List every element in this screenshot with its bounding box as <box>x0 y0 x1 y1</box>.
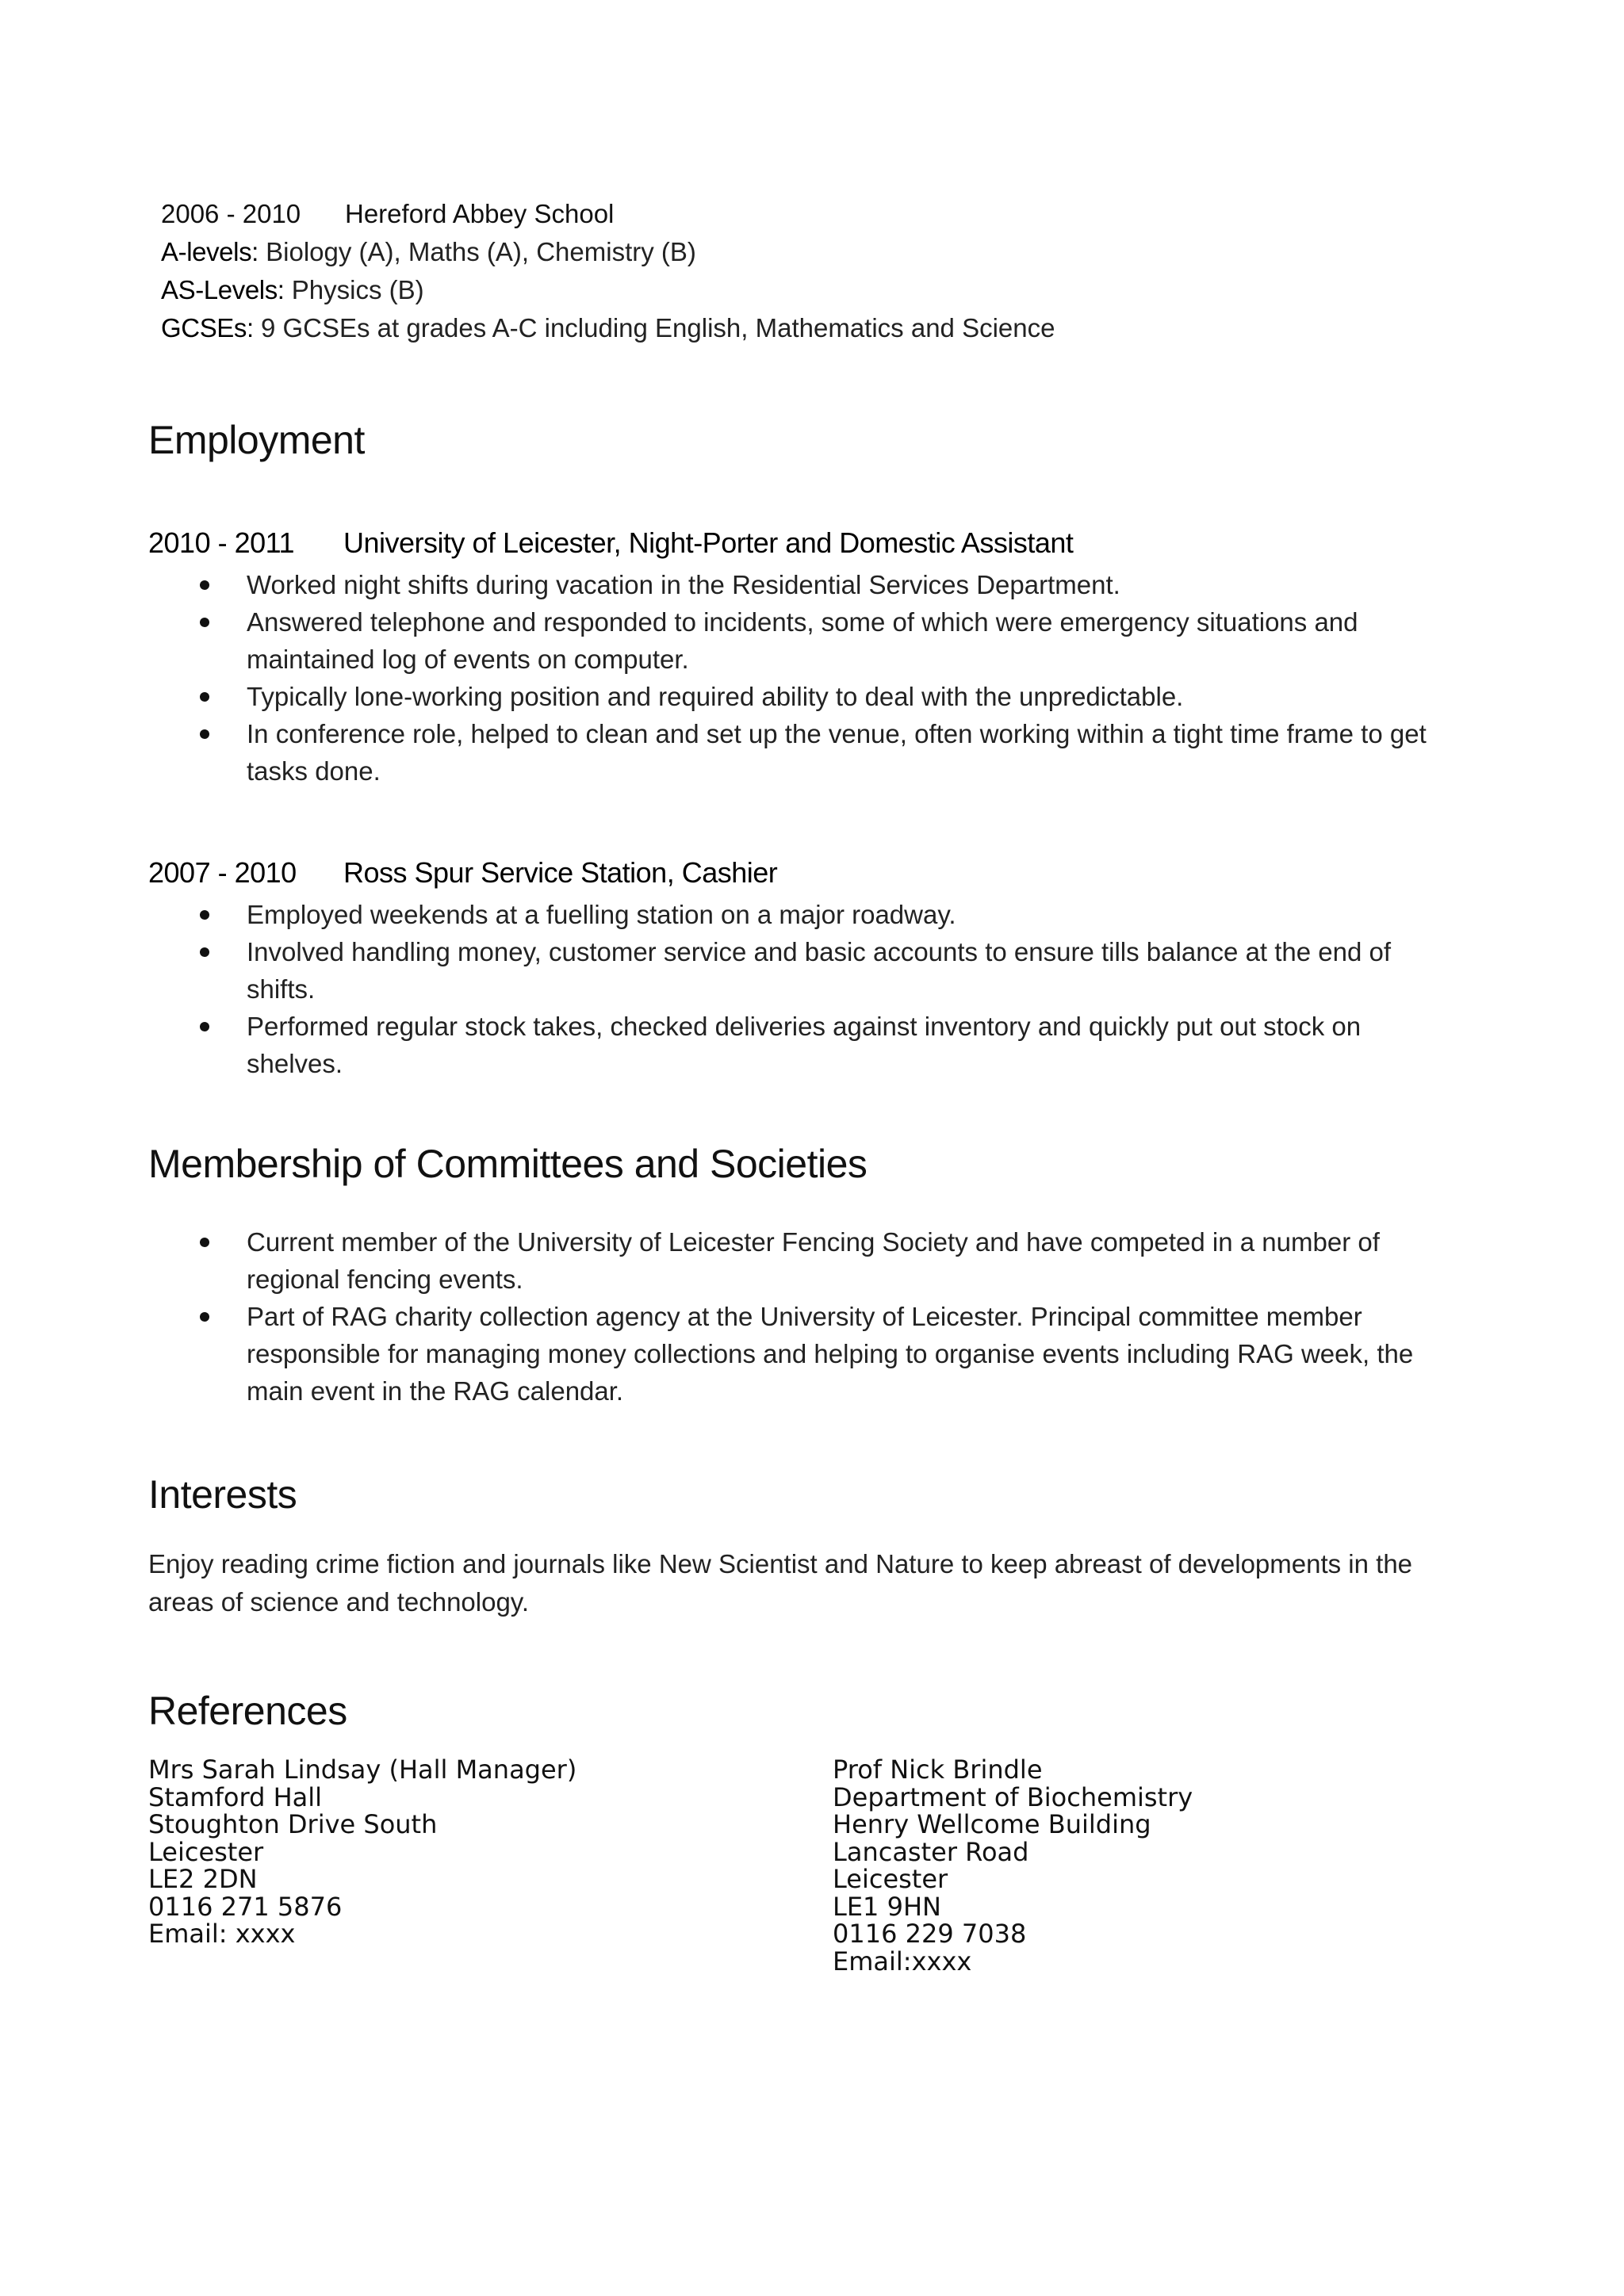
education-header <box>161 195 1055 233</box>
list-item: Worked night shifts during vacation in the Residential Services Department. <box>194 566 1463 603</box>
job-title: University of Leicester, Night-Porter and Domestic Assistant <box>343 526 1074 559</box>
a-levels-text: Biology (A), Maths (A), Chemistry (B) <box>258 237 696 266</box>
reference-left <box>148 1756 576 1948</box>
reference-line: Prof Nick Brindle <box>833 1755 1043 1785</box>
list-item: Part of RAG charity collection agency at the University of Leicester. Principal committee member responsible for managing money collections and helping to organise events including RAG week, the main event in the RAG calendar. <box>194 1298 1463 1410</box>
list-item: Involved handling money, customer service and basic accounts to ensure tills balance at the end of shifts. <box>194 933 1463 1008</box>
references-heading: References <box>148 1689 347 1733</box>
job-years: 2010 - 2011 <box>148 526 294 559</box>
list-item: Employed weekends at a fuelling station on a major roadway. <box>194 896 1463 933</box>
reference-line: Lancaster Road <box>833 1836 1029 1867</box>
interests-heading: Interests <box>148 1472 297 1517</box>
as-levels-text: Physics (B) <box>284 275 424 304</box>
membership-list <box>194 1223 1463 1410</box>
as-levels-row <box>161 271 1055 309</box>
job-duties-ross-spur <box>194 896 1463 1082</box>
reference-email: Email:xxxx <box>833 1946 972 1976</box>
membership-heading: Membership of Committees and Societies <box>148 1142 868 1186</box>
as-levels-label: AS-Levels: <box>161 275 285 304</box>
reference-line: Henry Wellcome Building <box>833 1809 1151 1839</box>
reference-line: LE1 9HN <box>833 1891 941 1922</box>
education-school: Hereford Abbey School <box>345 199 615 228</box>
list-item: Answered telephone and responded to incidents, some of which were emergency situations and maintained log of events on computer. <box>194 603 1463 678</box>
reference-line: Leicester <box>148 1836 264 1867</box>
education-years: 2006 - 2010 <box>161 199 301 228</box>
reference-line: Stoughton Drive South <box>148 1809 438 1839</box>
a-levels-row <box>161 233 1055 271</box>
job-title-ross-spur <box>148 855 777 891</box>
reference-line: Mrs Sarah Lindsay (Hall Manager) <box>148 1755 577 1785</box>
list-item: Performed regular stock takes, checked deliveries against inventory and quickly put out stock on shelves. <box>194 1008 1463 1082</box>
reference-line: LE2 2DN <box>148 1864 258 1894</box>
education-block <box>161 195 1055 347</box>
job-title: Ross Spur Service Station, Cashier <box>343 856 778 889</box>
interests-text: Enjoy reading crime fiction and journals like New Scientist and Nature to keep abreast of developments in the areas of science and technology. <box>148 1549 1413 1617</box>
gcses-row <box>161 309 1055 347</box>
job-years: 2007 - 2010 <box>148 856 297 889</box>
reference-email: Email: xxxx <box>148 1919 296 1949</box>
list-item: Typically lone-working position and required ability to deal with the unpredictable. <box>194 678 1463 715</box>
reference-line: 0116 271 5876 <box>148 1891 343 1922</box>
reference-line: Department of Biochemistry <box>833 1781 1193 1812</box>
gcses-text: 9 GCSEs at grades A-C including English, Mathematics and Science <box>253 313 1055 342</box>
reference-line: 0116 229 7038 <box>833 1919 1027 1949</box>
employment-heading: Employment <box>148 418 365 462</box>
job-title-leicester <box>148 525 1073 561</box>
reference-line: Stamford Hall <box>148 1781 323 1812</box>
reference-right <box>833 1756 1193 1975</box>
gcses-label: GCSEs: <box>161 313 254 342</box>
a-levels-label: A-levels: <box>161 237 259 266</box>
list-item: Current member of the University of Leicester Fencing Society and have competed in a number of regional fencing events. <box>194 1223 1463 1298</box>
job-duties-leicester <box>194 566 1463 790</box>
list-item: In conference role, helped to clean and set up the venue, often working within a tight time frame to get tasks done. <box>194 715 1463 790</box>
reference-line: Leicester <box>833 1864 948 1894</box>
